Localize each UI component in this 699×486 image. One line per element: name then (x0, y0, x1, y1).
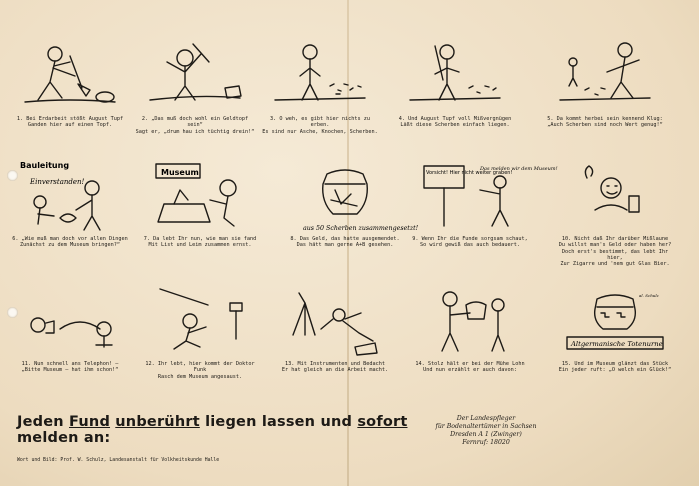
panel-2-drawing (145, 40, 245, 114)
slogan-part-underlined: unberührt (115, 414, 200, 430)
sign-bauleitung: Bauleitung (20, 161, 70, 170)
address-line: Dresden A 1 (Zwinger) (450, 431, 522, 438)
panel-5 (545, 40, 665, 155)
panel-10-caption: 10. Nicht daß Ihr darüber Mißlaune Du willst man's Geld oder haben her? Doch erst's bestimmt, das lebt Ihr hier, Zur Zigarre und 'nem gut Glas Bier. (558, 236, 672, 268)
panel-7 (140, 160, 260, 275)
panel-15 (555, 285, 675, 400)
panel-5-drawing (555, 40, 655, 114)
panel-11-caption: 11. Nun schnell ans Telephon! – „Bitte Museum – hat ihm schon!“ (21, 361, 119, 374)
panel-12 (140, 285, 260, 400)
panel-9-caption: 9. Wenn Ihr die Funde sorgsam schaut, So wird gewiß das auch bedauert. (412, 236, 528, 249)
panel-1-caption: 1. Bei Erdarbeit stößt August Tupf Ganden hier auf einen Topf. (16, 116, 124, 129)
panel-6-caption: 6. „Wie muß man doch vor allen Dingen Zunächst zu dem Museum bringen?“ (12, 236, 128, 249)
urn-label: aus 50 Scherben zusammengesetzt! (303, 225, 419, 232)
panel-14-caption: 14. Stolz hält er bei der Mühe Lohn Und nun erzählt er auch davon: (415, 361, 525, 374)
panel-14-drawing (420, 285, 520, 359)
panel-9-drawing (420, 160, 558, 234)
panel-6 (10, 160, 130, 275)
address-line: Der Landespfleger (456, 415, 516, 422)
panel-6-drawing (20, 160, 120, 234)
address-line: für Bodenaltertümer in Sachsen (435, 423, 537, 430)
panel-15-drawing (565, 285, 665, 359)
address-block (426, 415, 546, 447)
panel-2-caption: 2. „Das muß doch wohl ein Geldtopf sein“ Sagt er, „drum hau ich tüchtig drein!“ (135, 116, 255, 135)
address-line: Fernruf: 18020 (462, 439, 510, 446)
panel-11-drawing (20, 285, 120, 359)
slogan (17, 414, 417, 446)
speech-museum: Das melden wir dem Museum! (480, 166, 558, 172)
panel-12-drawing (150, 285, 250, 359)
panel-4-drawing (405, 40, 505, 114)
slogan-part: liegen lassen und (199, 414, 358, 430)
panel-1 (10, 40, 130, 155)
panel-10 (555, 160, 675, 275)
panel-1-drawing (20, 40, 120, 114)
panel-3-drawing (270, 40, 370, 114)
panel-7-drawing (150, 160, 250, 234)
slogan-part-underlined: sofort (357, 414, 408, 430)
panel-5-caption: 5. Da kommt herbei sein kennend Klug: „Auch Scherben sind noch Wert genug!“ (547, 116, 663, 129)
panel-8-drawing (295, 160, 419, 234)
credit-line: Wort und Bild: Prof. W. Schulz, Landesanstalt für Volkheitskunde Halle (17, 458, 220, 463)
slogan-part: Jeden (17, 414, 70, 430)
panel-11 (10, 285, 130, 400)
signature-schulz: al. Schulz (639, 293, 659, 298)
sign-vorsicht: Vorsicht! Hier nicht weiter graben! (426, 170, 513, 176)
panel-4-caption: 4. Und August Tupf voll Mißvergnügen Läßt diese Scherben einfach liegen. (398, 116, 512, 129)
panel-8 (285, 160, 419, 275)
panel-3 (260, 40, 380, 155)
panel-9 (410, 160, 558, 275)
speech-einverstanden: Einverstanden! (30, 178, 85, 186)
panel-13-drawing (285, 285, 385, 359)
panel-13 (275, 285, 395, 400)
panel-12-caption: 12. Ihr lebt, hier kommt der Doktor Funk Rasch dem Museum angesaust. (145, 361, 255, 380)
panel-14 (410, 285, 530, 400)
panel-13-caption: 13. Mit Instrumenten und Bedacht Er hat gleich an die Arbeit macht. (281, 361, 389, 374)
panel-10-drawing (565, 160, 665, 234)
panel-2 (135, 40, 255, 155)
panel-3-caption: 3. O weh, es gibt hier nichts zu erben. Es sind nur Asche, Knochen, Scherben. (262, 116, 378, 135)
slogan-part-underlined: Fund (69, 414, 111, 430)
panel-8-caption: 8. Das Geld, das hatte ausgemendet. Das hätt man gerne A+B gesehen. (290, 236, 400, 249)
slogan-part: melden an: (17, 430, 111, 446)
panel-15-caption: 15. Und im Museum glänzt das Stück Ein jeder ruft: „O welch ein Glück!“ (558, 361, 672, 374)
slogan-text (17, 414, 417, 446)
label-totenurne: Altgermanische Totenurne (571, 340, 663, 348)
panel-4 (395, 40, 515, 155)
panel-7-caption: 7. Da lebt Ihr nun, wie man sie fand Mit List und Leim zusammen ernst. (143, 236, 257, 249)
sign-museum: Museum (161, 168, 199, 177)
